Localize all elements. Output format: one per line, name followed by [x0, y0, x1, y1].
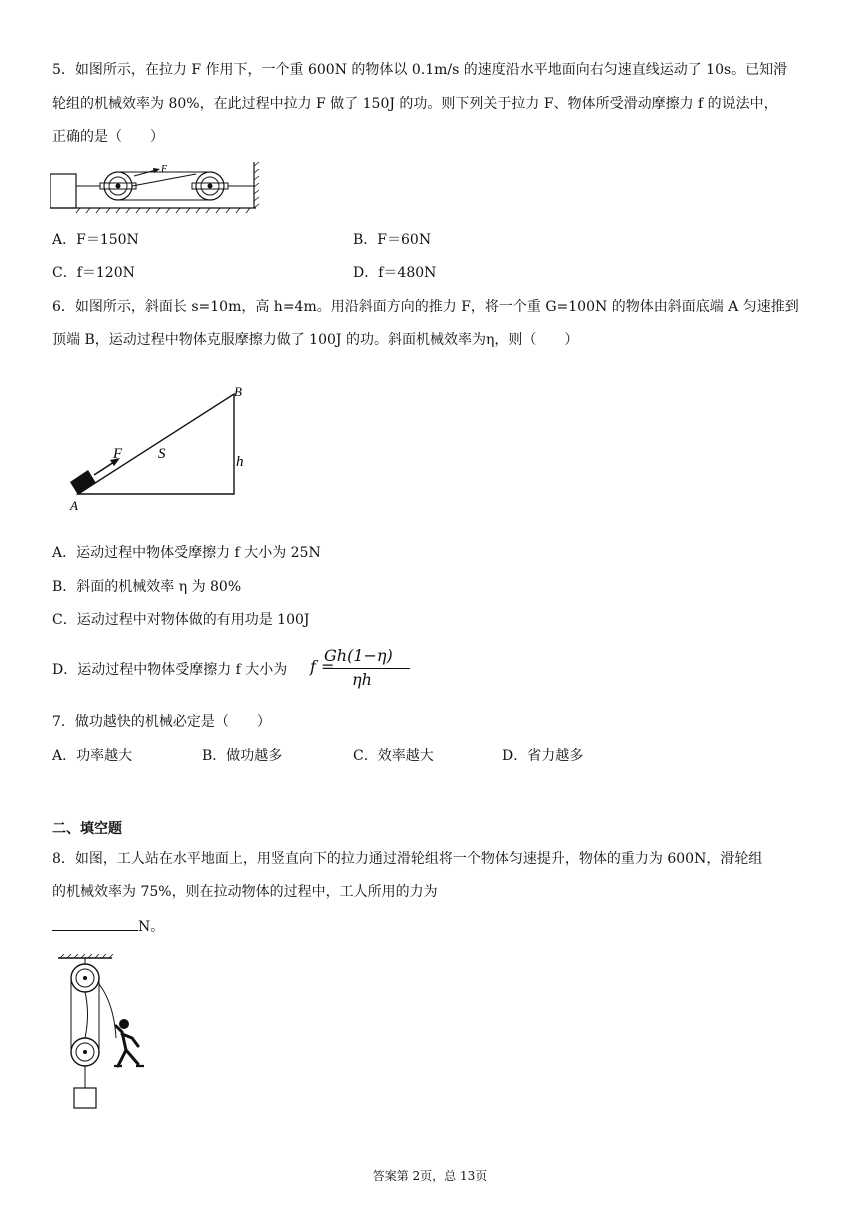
q6-figure-label-A: A	[70, 498, 78, 512]
q6-text-line1: 6．如图所示，斜面长 s=10m，高 h=4m。用沿斜面方向的推力 F，将一个重 G=100N 的物体由斜面底端 A 匀速推到	[52, 299, 799, 315]
q5-figure-label-F: F	[161, 164, 168, 175]
q7-option-d[interactable]: D．省力越多	[502, 748, 584, 764]
q6-figure-label-h: h	[236, 454, 244, 470]
q6-figure-label-S: S	[158, 446, 166, 462]
q7-option-b[interactable]: B．做功越多	[202, 748, 283, 764]
formula-denominator: ηh	[352, 670, 372, 689]
fraction-bar	[324, 668, 410, 669]
q6-option-b[interactable]: B．斜面的机械效率 η 为 80%	[52, 579, 242, 595]
q8-text-line1: 8．如图，工人站在水平地面上，用竖直向下的拉力通过滑轮组将一个物体匀速提升，物体的重力为 600N，滑轮组	[52, 851, 763, 867]
q7-text-line1: 7．做功越快的机械必定是（ ）	[52, 714, 271, 730]
formula-numerator: Gh(1−η)	[324, 646, 393, 665]
q5-option-a[interactable]: A．F＝150N	[52, 232, 139, 248]
q6-option-d-text: D．运动过程中物体受摩擦力 f 大小为	[52, 662, 288, 678]
q7-option-a[interactable]: A．功率越大	[52, 748, 133, 764]
q6-incline-figure	[64, 382, 254, 512]
section-title-fill-in: 二、填空题	[52, 821, 122, 837]
q7-option-c[interactable]: C．效率越大	[353, 748, 434, 764]
formula-lhs: f =	[310, 657, 335, 676]
q6-option-a[interactable]: A．运动过程中物体受摩擦力 f 大小为 25N	[52, 545, 321, 561]
q6-option-d-formula	[310, 646, 410, 690]
q8-text-line2: 的机械效率为 75%，则在拉动物体的过程中，工人所用的力为	[52, 884, 438, 900]
q5-text-line1: 5．如图所示，在拉力 F 作用下，一个重 600N 的物体以 0.1m/s 的速度沿水平地面向右匀速直线运动了 10s。已知滑	[52, 62, 788, 78]
q8-pulley-worker-figure	[54, 954, 154, 1114]
q8-unit: N。	[138, 919, 165, 935]
q5-text-line2: 轮组的机械效率为 80%，在此过程中拉力 F 做了 150J 的功。则下列关于拉力 F、物体所受滑动摩擦力 f 的说法中，	[52, 96, 778, 112]
q6-option-c[interactable]: C．运动过程中对物体做的有用功是 100J	[52, 612, 310, 628]
q8-answer-line	[52, 916, 164, 937]
q6-option-d[interactable]	[52, 660, 287, 680]
q5-option-b[interactable]: B．F＝60N	[353, 232, 432, 248]
q8-answer-blank[interactable]	[52, 916, 138, 931]
q5-option-c[interactable]: C．f＝120N	[52, 265, 135, 281]
page-footer: 答案第 2页，总 13页	[372, 1169, 488, 1183]
q6-text-line2: 顶端 B，运动过程中物体克服摩擦力做了 100J 的功。斜面机械效率为η，则（ ）	[52, 332, 579, 348]
q5-pulley-figure	[50, 160, 264, 216]
q5-option-d[interactable]: D．f＝480N	[353, 265, 437, 281]
q6-figure-label-B: B	[234, 384, 242, 399]
q5-text-line3: 正确的是（ ）	[52, 129, 164, 145]
q6-figure-label-F: F	[113, 446, 123, 462]
